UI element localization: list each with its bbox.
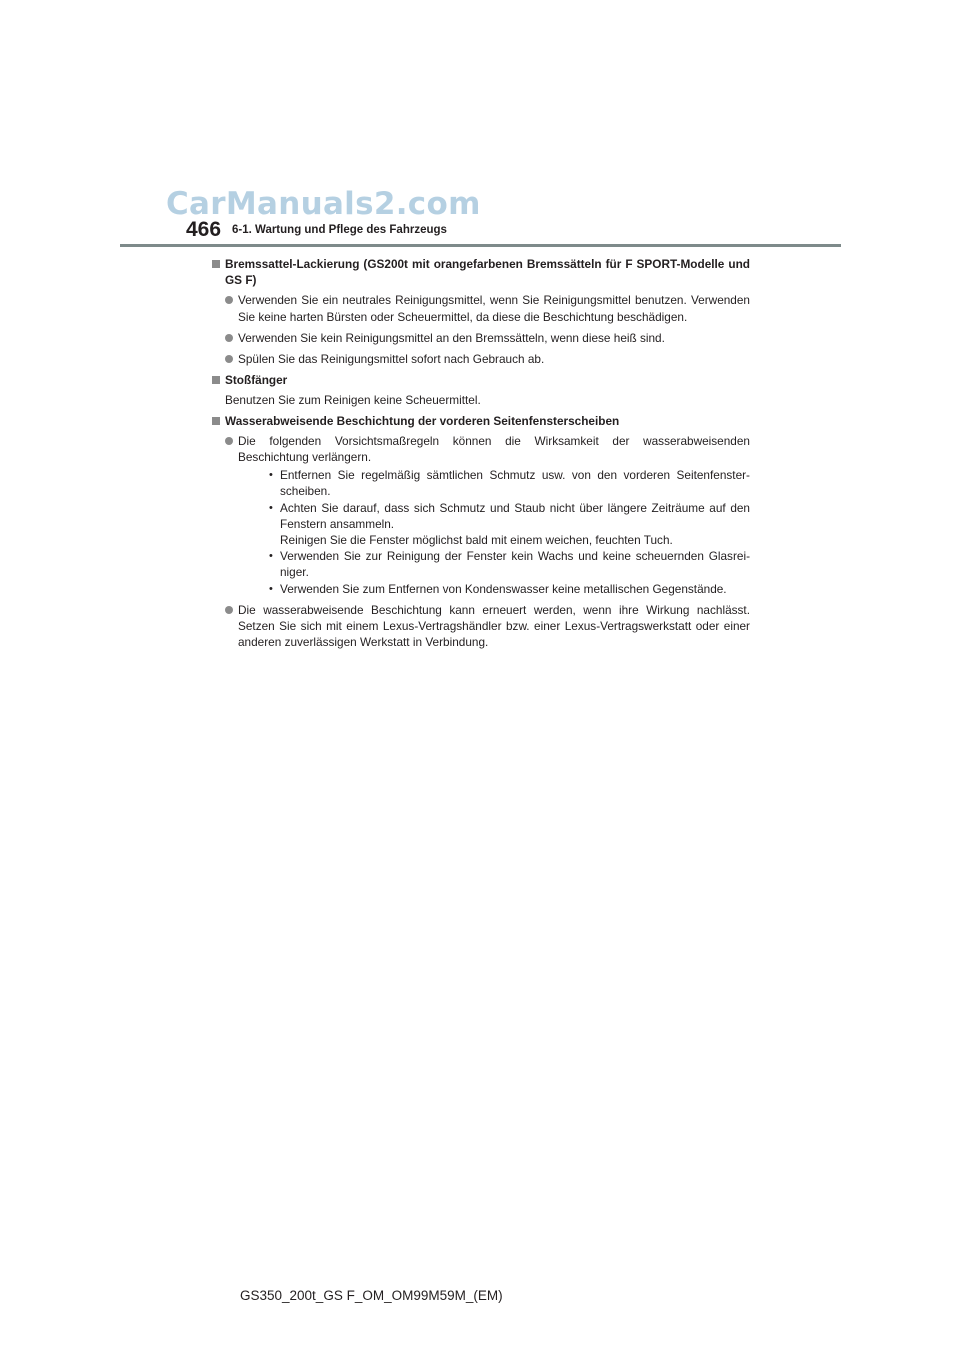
circle-bullet-icon [225, 296, 233, 304]
sub-list-item-text: Verwenden Sie zum Entfernen von Kondenswasser keine metallischen Gegenstände. [280, 581, 727, 596]
dot-bullet-icon: • [269, 550, 273, 563]
circle-bullet-icon [225, 334, 233, 342]
sub-list-item-text: Verwenden Sie zur Reinigung der Fenster kein Wachs und keine scheuernden Glasrei-niger. [280, 549, 750, 580]
sub-list-item-note: Reinigen Sie die Fenster möglichst bald mit einem weichen, feuchten Tuch. [280, 533, 673, 548]
section-heading-text: Stoßfänger [225, 373, 288, 388]
section-water-repellent-coating [210, 413, 750, 651]
list-item-text: Verwenden Sie kein Reinigungsmittel an den Bremssätteln, wenn diese heiß sind. [238, 330, 665, 345]
sub-list-item [238, 500, 750, 532]
chapter-title: 6-1. Wartung und Pflege des Fahrzeugs [232, 224, 447, 236]
section-heading [210, 413, 750, 429]
section-brake-caliper [210, 256, 750, 367]
list-item [210, 351, 750, 367]
list-item-text: Die wasserabweisende Beschichtung kann erneuert werden, wenn ihre Wirkung nachlässt. Setzen Sie sich mit einem Lexus-Vertragshändler bzw. einer Lexus-Vertragswerkstatt oder einer anderen zuverlässigen Werkstatt in Verbindung. [238, 602, 750, 650]
page-content [210, 256, 750, 655]
circle-bullet-icon [225, 437, 233, 445]
sub-list-item-text: Entfernen Sie regelmäßig sämtlichen Schmutz usw. von den vorderen Seitenfenster-scheiben. [280, 468, 750, 499]
page-number: 466 [186, 218, 222, 241]
section-text: Benutzen Sie zum Reinigen keine Scheuermittel. [225, 393, 481, 408]
list-item-text: Verwenden Sie ein neutrales Reinigungsmittel, wenn Sie Reinigungsmittel benutzen. Verwenden Sie keine harten Bürsten oder Scheuermittel, da diese die Beschichtung beschädigen. [238, 293, 750, 324]
circle-bullet-icon [225, 355, 233, 363]
header-rule [120, 244, 841, 247]
dot-bullet-icon: • [269, 582, 273, 595]
section-heading [210, 372, 750, 388]
section-heading-text: Bremssattel-Lackierung (GS200t mit orangefarbenen Bremssätteln für F SPORT-Modelle und GS F) [225, 257, 750, 288]
square-bullet-icon [212, 376, 220, 384]
sub-list-item [238, 581, 750, 597]
document-id: GS350_200t_GS F_OM_OM99M59M_(EM) [240, 1288, 503, 1303]
dot-bullet-icon: • [269, 501, 273, 514]
list-item [210, 330, 750, 346]
section-heading [210, 256, 750, 288]
list-item [210, 602, 750, 651]
list-item-text: Die folgenden Vorsichtsmaßregeln können die Wirksamkeit der wasserabweisenden Beschichtung verlängern. [238, 433, 750, 465]
square-bullet-icon [212, 260, 220, 268]
list-item-text: Spülen Sie das Reinigungsmittel sofort nach Gebrauch ab. [238, 352, 545, 367]
list-item [210, 292, 750, 324]
square-bullet-icon [212, 417, 220, 425]
section-heading-text: Wasserabweisende Beschichtung der vorderen Seitenfensterscheiben [225, 413, 620, 428]
sub-list [238, 467, 750, 597]
dot-bullet-icon: • [269, 469, 273, 482]
watermark-logo: CarManuals2.com [166, 186, 481, 222]
sub-list-item [238, 548, 750, 580]
circle-bullet-icon [225, 606, 233, 614]
sub-list-item-text: Achten Sie darauf, dass sich Schmutz und Staub nicht über längere Zeiträume auf den Fenstern ansammeln. [280, 500, 750, 531]
section-bumper [210, 372, 750, 408]
sub-list-item [238, 467, 750, 499]
list-item [210, 433, 750, 597]
